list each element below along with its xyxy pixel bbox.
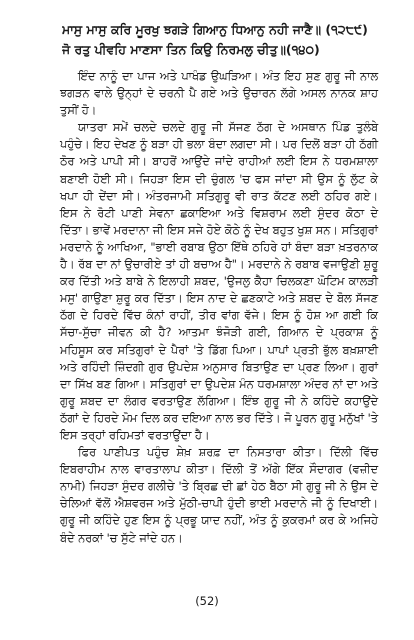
verse-line-1: ਮਾਸੁ ਮਾਸੁ ਕਰਿ ਮੂਰਖੁ ਝਗੜੇ ਗਿਆਨੁ ਧਿਆਨੁ ਨਹੀ ਜਾਣੈ॥ (੧੨੮੯) <box>62 22 368 37</box>
paragraph-3: ਫਿਰ ਪਾਣੀਪਤ ਪਹੁੰਚ ਸ਼ੇਖ਼ ਸ਼ਰਫ਼ ਦਾ ਨਿਸਤਾਰਾ ਕੀਤਾ। ਦਿੱਲੀ ਵਿੱਚ ਇਬਰਾਹੀਮ ਨਾਲ ਵਾਰਤਾਲਾਪ ਕੀਤਾ। ਦਿੱਲੀ ਤੋਂ ਅੱਗੇ ਇੱਕ ਸੌਦਾਗਰ (ਵਜ਼ੀਦ ਨਾਮੀ) ਜਿਹੜਾ ਸੁੰਦਰ ਗਲੀਚੇ 'ਤੇ ਬ੍ਰਿਛ ਦੀ ਛਾਂ ਹੇਠ ਬੈਠਾ ਸੀ ਗੁਰੂ ਜੀ ਨੇ ਉਸ ਦੇ ਚੇਲਿਆਂ ਵੱਲੋਂ ਐਸ਼ਵਰਜ ਅਤੇ ਮੁੱਠੀ-ਚਾਪੀ ਹੁੰਦੀ ਭਾਈ ਮਰਦਾਨੇ ਜੀ ਨੂੰ ਦਿਖਾਈ। ਗੁਰੂ ਜੀ ਕਹਿੰਦੇ ਹੁਣ ਇਸ ਨੂੰ ਪ੍ਰਭੂ ਯਾਦ ਨਹੀਂ, ਅੰਤ ਨੂੰ ਕੁਕਰਮਾਂ ਕਰ ਕੇ ਅਜਿਹੇ ਬੰਦੇ ਨਰਕਾਂ 'ਚ ਸੁੱਟੇ ਜਾਂਦੇ ਹਨ। <box>60 446 378 545</box>
verse-header <box>62 20 382 60</box>
body-text <box>60 68 378 547</box>
page-number: (52) <box>195 594 219 608</box>
paragraph-1: ਇੰਦ ਨਾਨੂੰ ਦਾ ਪਾਜ ਅਤੇ ਪਾਖੰਡ ਉਘੜਿਆ। ਅੰਤ ਇਹ ਸੁਣ ਗੁਰੂ ਜੀ ਨਾਲ ਝਗੜਨ ਵਾਲੇ ਉਨ੍ਹਾਂ ਦੇ ਚਰਨੀ ਪੈ ਗਏ ਅਤੇ ਉਚਾਰਨ ਲੱਗੇ ਅਸਲ ਨਾਨਕ ਸ਼ਾਹ ਤੁਸੀਂ ਹੋ। <box>60 70 378 118</box>
paragraph-2: ਯਾਤਰਾ ਸਮੇਂ ਚਲਦੇ ਚਲਦੇ ਗੁਰੂ ਜੀ ਸੱਜਣ ਠੱਗ ਦੇ ਅਸਥਾਨ ਪਿੰਡ ਤੁਲੰਬੇ ਪਹੁੰਚੇ। ਇਹ ਦੇਖਣ ਨੂੰ ਬੜਾ ਹੀ ਭਲਾ ਬੰਦਾ ਲਗਦਾ ਸੀ। ਪਰ ਦਿਲੋਂ ਬੜਾ ਹੀ ਠੱਗੀ ਠੋਰ ਅਤੇ ਪਾਪੀ ਸੀ। ਬਾਹਰੋਂ ਆਉਂਦੇ ਜਾਂਦੇ ਰਾਹੀਆਂ ਲਈ ਇਸ ਨੇ ਧਰਮਸ਼ਾਲਾ ਬਣਾਈ ਹੋਈ ਸੀ। ਜਿਹੜਾ ਇਸ ਦੀ ਚੁੰਗਲ 'ਚ ਫਸ ਜਾਂਦਾ ਸੀ ਉਸ ਨੂੰ ਲੁੱਟ ਕੇ ਖਪਾ ਹੀ ਦੇਂਦਾ ਸੀ। ਅੰਤਰਜਾਮੀ ਸਤਿਗੁਰੂ ਵੀ ਰਾਤ ਕੱਟਣ ਲਈ ਠਹਿਰ ਗਏ। ਇਸ ਨੇ ਰੋਟੀ ਪਾਣੀ ਸੇਵਨਾ ਛਕਾਇਆ ਅਤੇ ਵਿਸ਼ਰਾਮ ਲਈ ਸੁੰਦਰ ਕੋਠਾ ਦੇ ਦਿੱਤਾ। ਭਾਵੇਂ ਮਰਦਾਨਾ ਜੀ ਇਸ ਸਜੇ ਹੋਏ ਕੋਠੇ ਨੂੰ ਦੇਖ ਬਹੁਤ ਖੁਸ਼ ਸਨ। ਸਤਿਗੁਰਾਂ ਮਰਦਾਨੇ ਨੂੰ ਆਖਿਆ, "ਭਾਈ ਰਬਾਬ ਉਠਾ ਇੱਥੇ ਠਹਿਰੇ ਹਾਂ ਬੰਦਾ ਬੜਾ ਖ਼ਤਰਨਾਕ ਹੈ। ਰੱਬ ਦਾ ਨਾਂ ਉਚਾਰੀਏ ਤਾਂ ਹੀ ਬਚਾਅ ਹੈ"। ਮਰਦਾਨੇ ਨੇ ਰਬਾਬ ਵਜਾਉਣੀ ਸ਼ੁਰੂ ਕਰ ਦਿੱਤੀ ਅਤੇ ਬਾਬੇ ਨੇ ਇਲਾਹੀ ਸ਼ਬਦ, 'ਉਜਲੁ ਕੈਹਾ ਚਿਲਕਣਾ ਘੋਟਿਮ ਕਾਲੜੀ ਮਸੁ' ਗਾਉਣਾ ਸ਼ੁਰੂ ਕਰ ਦਿੱਤਾ। ਇਸ ਨਾਦ ਦੇ ਛਣਕਾਟੇ ਅਤੇ ਸ਼ਬਦ ਦੇ ਬੋਲ ਸੱਜਣ ਠੱਗ ਦੇ ਹਿਰਦੇ ਵਿੱਚ ਕੰਨਾਂ ਰਾਹੀਂ, ਤੀਰ ਵਾਂਗ ਵੱਜੇ। ਇਸ ਨੂੰ ਹੋਸ਼ ਆ ਗਈ ਕਿ ਸੱਚਾ-ਸੁੱਚਾ ਜੀਵਨ ਕੀ ਹੈ? ਆਤਮਾ ਝੰਜੋੜੀ ਗਈ, ਗਿਆਨ ਦੇ ਪ੍ਰਕਾਸ਼ ਨੂੰ ਮਹਿਸੂਸ ਕਰ ਸਤਿਗੁਰਾਂ ਦੇ ਪੈਰਾਂ 'ਤੇ ਡਿੱਗ ਪਿਆ। ਪਾਪਾਂ ਪ੍ਰਤੀ ਭੁੱਲ ਬਖ਼ਸ਼ਾਈ ਅਤੇ ਰਹਿੰਦੀ ਜ਼ਿੰਦਗੀ ਗੁਰ ਉਪਦੇਸ਼ ਅਨੁਸਾਰ ਬਿਤਾਉਣ ਦਾ ਪ੍ਰਣ ਲਿਆ। ਗੁਰਾਂ ਦਾ ਸਿੱਖ ਬਣ ਗਿਆ। ਸਤਿਗੁਰਾਂ ਦਾ ਉਪਦੇਸ਼ ਮੰਨ ਧਰਮਸ਼ਾਲਾ ਅੰਦਰ ਨਾਂ ਦਾ ਅਤੇ ਗੁਰੂ ਸ਼ਬਦ ਦਾ ਲੰਗਰ ਵਰਤਾਉਣ ਲੱਗਿਆ। ਇੰਝ ਗੁਰੂ ਜੀ ਨੇ ਕਹਿੰਦੇ ਕਹਾਉਂਦੇ ਠੱਗਾਂ ਦੇ ਹਿਰਦੇ ਮੋਮ ਦਿਲ ਕਰ ਦਇਆ ਨਾਲ ਭਰ ਦਿੱਤੇ। ਜੋ ਪੂਰਨ ਗੁਰੂ ਮਨੁੱਖਾਂ 'ਤੇ ਇਸ ਤਰ੍ਹਾਂ ਰਹਿਮਤਾਂ ਵਰਤਾਉਂਦਾ ਹੈ। <box>60 121 378 442</box>
verse-line-2: ਜੋ ਰਤੁ ਪੀਵਹਿ ਮਾਣਸਾ ਤਿਨ ਕਿਉ ਨਿਰਮਲੁ ਚੀਤੁ॥(੧੪੦) <box>62 42 320 57</box>
